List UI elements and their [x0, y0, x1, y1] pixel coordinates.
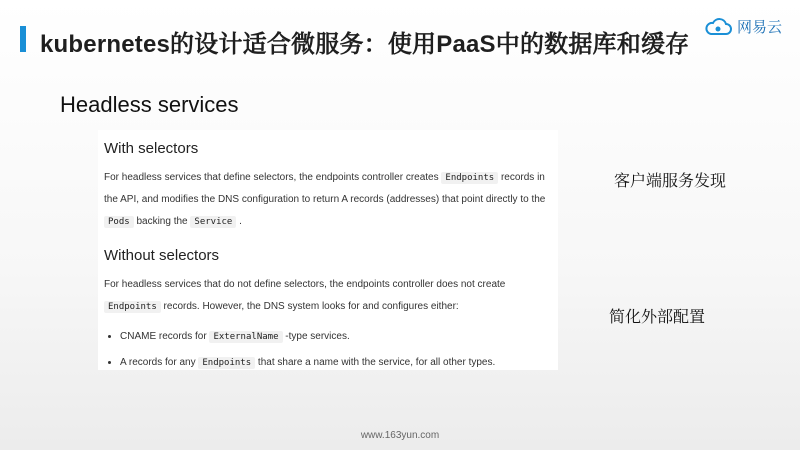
text: -type services.	[282, 331, 350, 342]
note-simplify-config: 简化外部配置	[609, 309, 706, 326]
paragraph-without-selectors	[104, 274, 552, 318]
brand-logo	[703, 16, 782, 37]
code-externalname: ExternalName	[209, 331, 282, 343]
list-item	[120, 324, 552, 350]
heading-with-selectors: With selectors	[104, 140, 199, 157]
record-type-list	[104, 324, 552, 376]
text: that share a name with the service, for all other types.	[255, 357, 496, 368]
text: records in the API, and modifies the DNS configuration to return A records (addresses) that point directly to the	[104, 172, 546, 205]
code-endpoints: Endpoints	[104, 301, 161, 313]
logo-text: 网易云	[736, 19, 782, 36]
text: CNAME records for	[120, 331, 210, 342]
slide-title: kubernetes的设计适合微服务：使用PaaS中的数据库和缓存	[40, 31, 690, 58]
title-accent-bar	[20, 26, 26, 52]
code-endpoints: Endpoints	[441, 172, 498, 184]
heading-without-selectors: Without selectors	[104, 247, 220, 264]
list-item	[120, 350, 552, 376]
code-pods: Pods	[104, 216, 134, 228]
code-endpoints: Endpoints	[198, 357, 255, 369]
note-client-discovery: 客户端服务发现	[614, 173, 727, 190]
code-service: Service	[190, 216, 236, 228]
text: .	[236, 216, 242, 227]
footer-url: www.163yun.com	[360, 430, 440, 441]
documentation-excerpt	[98, 130, 558, 370]
cloud-icon	[703, 17, 733, 37]
text: backing the	[133, 216, 191, 227]
text: A records for any	[120, 357, 199, 368]
text: For headless services that do not define selectors, the endpoints controller does not create	[104, 279, 506, 290]
text: records. However, the DNS system looks for and configures either:	[160, 301, 459, 312]
section-subtitle: Headless services	[60, 92, 239, 117]
paragraph-with-selectors	[104, 167, 552, 233]
text: For headless services that define selectors, the endpoints controller creates	[104, 172, 442, 183]
